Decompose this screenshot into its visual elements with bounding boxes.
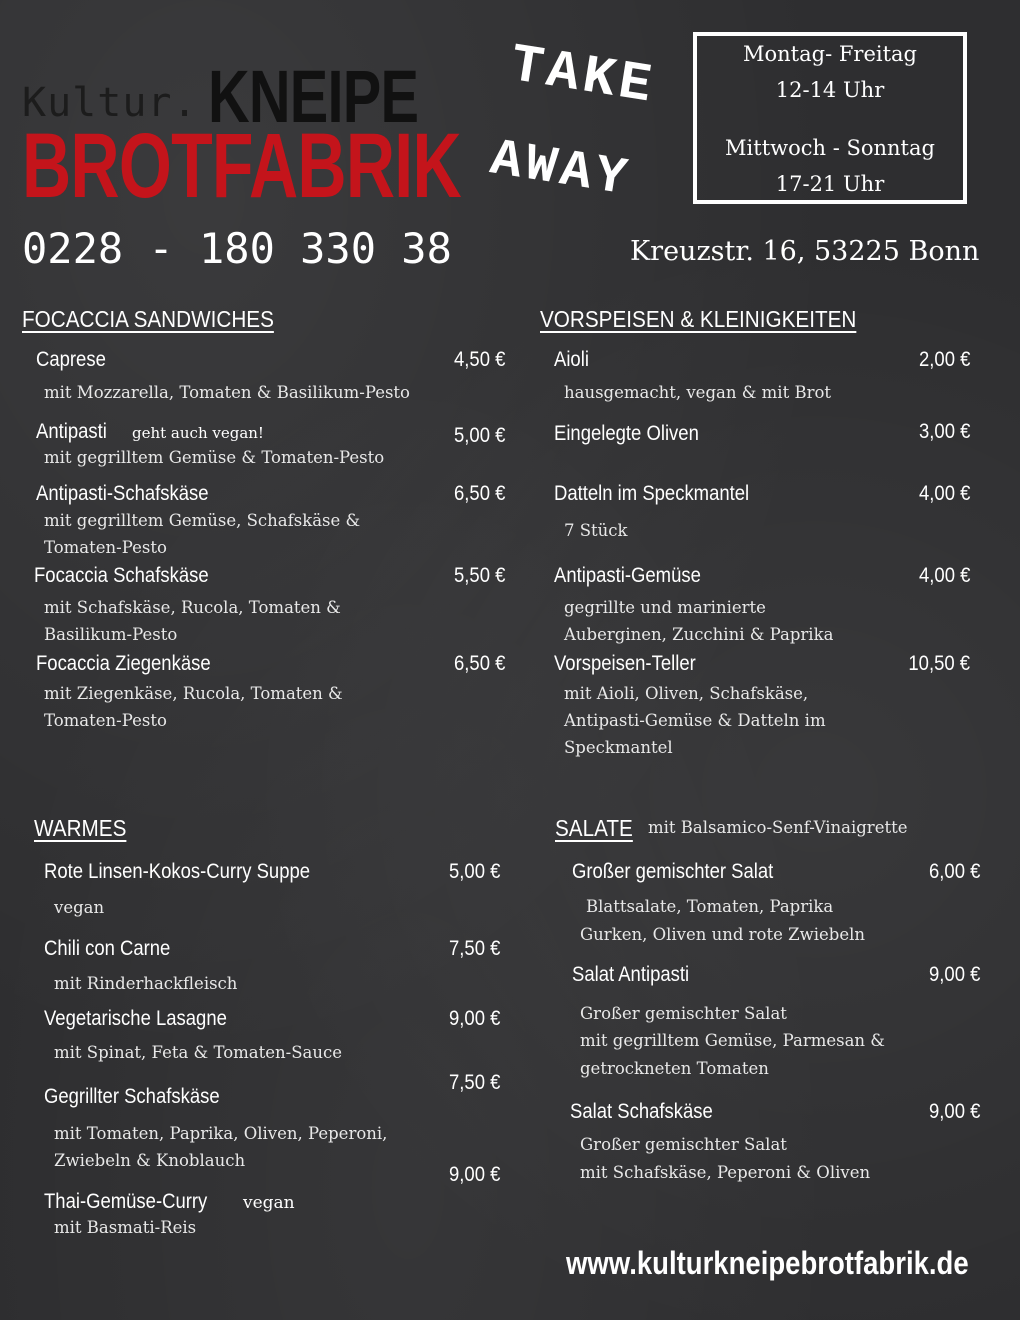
menu-item-description: vegan bbox=[54, 898, 105, 917]
menu-item-name: Thai-Gemüse-Curry bbox=[44, 1190, 208, 1213]
phone-number: 0228 - 180 330 38 bbox=[22, 224, 452, 273]
menu-item-description: Tomaten-Pesto bbox=[44, 711, 167, 730]
menu-item-price: 2,00 € bbox=[918, 348, 970, 371]
menu-item-description: getrockneten Tomaten bbox=[580, 1059, 769, 1078]
menu-item-description: 7 Stück bbox=[564, 521, 628, 540]
menu-item-price: 5,00 € bbox=[453, 424, 505, 447]
hours-weekdays: Montag- Freitag bbox=[743, 42, 917, 66]
menu-item-price: 9,00 € bbox=[928, 963, 980, 986]
menu-item-description: mit Aioli, Oliven, Schafskäse, bbox=[564, 684, 809, 703]
section-heading-focaccia: FOCACCIA SANDWICHES bbox=[22, 306, 274, 332]
menu-item-name: Focaccia Schafskäse bbox=[34, 564, 209, 587]
menu-item-price: 10,50 € bbox=[908, 652, 970, 675]
menu-item-price: 9,00 € bbox=[448, 1007, 500, 1030]
menu-item-price: 7,50 € bbox=[448, 937, 500, 960]
menu-item-description: mit Basmati-Reis bbox=[54, 1218, 197, 1237]
menu-item-name: Antipasti-Gemüse bbox=[554, 564, 701, 587]
menu-item-price: 6,50 € bbox=[453, 482, 505, 505]
hours-weekdays-time: 12-14 Uhr bbox=[775, 78, 885, 102]
menu-item-name: Großer gemischter Salat bbox=[572, 860, 774, 883]
menu-item-description: Antipasti-Gemüse & Datteln im bbox=[564, 711, 826, 730]
menu-item-description: Basilikum-Pesto bbox=[44, 625, 178, 644]
menu-item-name: Chili con Carne bbox=[44, 937, 171, 960]
menu-item-description: mit Spinat, Feta & Tomaten-Sauce bbox=[54, 1043, 342, 1062]
menu-item-description: gegrillte und marinierte bbox=[564, 598, 766, 617]
menu-item-note: geht auch vegan! bbox=[132, 424, 264, 442]
website-link[interactable]: www.kulturkneipebrotfabrik.de bbox=[566, 1245, 969, 1281]
menu-item-description: Auberginen, Zucchini & Paprika bbox=[564, 625, 834, 644]
menu-item-name: Antipasti bbox=[36, 420, 107, 443]
section-heading-warmes: WARMES bbox=[34, 815, 127, 841]
menu-item-description: mit Schafskäse, Rucola, Tomaten & bbox=[44, 598, 341, 617]
menu-item-price: 6,50 € bbox=[453, 652, 505, 675]
menu-item-name: Datteln im Speckmantel bbox=[554, 482, 750, 505]
menu-item-price: 4,50 € bbox=[453, 348, 505, 371]
logo-kneipe: KNEIPE bbox=[208, 55, 419, 138]
menu-item-description: mit gegrilltem Gemüse & Tomaten-Pesto bbox=[44, 448, 385, 467]
menu-item-description: hausgemacht, vegan & mit Brot bbox=[564, 383, 832, 402]
menu-item-name: Vegetarische Lasagne bbox=[44, 1007, 227, 1030]
logo-kultur: Kultur. bbox=[22, 80, 198, 126]
menu-item-description: mit Schafskäse, Peperoni & Oliven bbox=[580, 1163, 871, 1182]
section-heading-salate: SALATE bbox=[555, 815, 633, 841]
take-away-stamp-away: AWAY bbox=[486, 129, 635, 210]
menu-item-name: Focaccia Ziegenkäse bbox=[36, 652, 211, 675]
menu-item-name: Antipasti-Schafskäse bbox=[36, 482, 209, 505]
take-away-stamp-take: TAKE bbox=[506, 34, 660, 119]
menu-item-description: mit Mozzarella, Tomaten & Basilikum-Pesto bbox=[44, 383, 410, 402]
menu-item-price: 9,00 € bbox=[928, 1100, 980, 1123]
address: Kreuzstr. 16, 53225 Bonn bbox=[630, 236, 980, 267]
menu-item-name: Gegrillter Schafskäse bbox=[44, 1085, 220, 1108]
menu-item-description: Blattsalate, Tomaten, Paprika bbox=[586, 897, 834, 916]
menu-item-description: mit Rinderhackfleisch bbox=[54, 974, 238, 993]
salate-subheading: mit Balsamico-Senf-Vinaigrette bbox=[648, 818, 908, 837]
menu-item-note: vegan bbox=[243, 1193, 295, 1213]
menu-item-description: Großer gemischter Salat bbox=[580, 1135, 787, 1154]
hours-evening-days: Mittwoch - Sonntag bbox=[725, 136, 935, 160]
menu-item-description: mit gegrilltem Gemüse, Parmesan & bbox=[580, 1031, 885, 1050]
menu-item-price: 5,50 € bbox=[453, 564, 505, 587]
menu-item-name: Vorspeisen-Teller bbox=[554, 652, 696, 675]
menu-item-price: 3,00 € bbox=[918, 420, 970, 443]
menu-item-price: 6,00 € bbox=[928, 860, 980, 883]
hours-evening-time: 17-21 Uhr bbox=[775, 172, 885, 196]
menu-item-price: 7,50 € bbox=[448, 1071, 500, 1094]
menu-item-description: mit gegrilltem Gemüse, Schafskäse & bbox=[44, 511, 361, 530]
opening-hours-box bbox=[693, 32, 967, 204]
menu-item-price: 4,00 € bbox=[918, 564, 970, 587]
menu-item-name: Salat Schafskäse bbox=[570, 1100, 713, 1123]
menu-item-description: Zwiebeln & Knoblauch bbox=[54, 1151, 246, 1170]
logo-brotfabrik: BROTFABRIK bbox=[22, 115, 461, 217]
menu-item-price: 5,00 € bbox=[448, 860, 500, 883]
menu-item-name: Aioli bbox=[554, 348, 589, 371]
menu-item-price: 9,00 € bbox=[448, 1163, 500, 1186]
menu-item-description: mit Tomaten, Paprika, Oliven, Peperoni, bbox=[54, 1124, 388, 1143]
menu-item-name: Salat Antipasti bbox=[572, 963, 690, 986]
menu-item-description: mit Ziegenkäse, Rucola, Tomaten & bbox=[44, 684, 343, 703]
menu-item-name: Eingelegte Oliven bbox=[554, 422, 699, 445]
menu-item-description: Tomaten-Pesto bbox=[44, 538, 167, 557]
section-heading-vorspeisen: VORSPEISEN & KLEINIGKEITEN bbox=[540, 306, 857, 332]
menu-item-description: Speckmantel bbox=[564, 738, 673, 757]
menu-item-description: Gurken, Oliven und rote Zwiebeln bbox=[580, 925, 865, 944]
menu-item-price: 4,00 € bbox=[918, 482, 970, 505]
menu-item-name: Rote Linsen-Kokos-Curry Suppe bbox=[44, 860, 311, 883]
menu-item-name: Caprese bbox=[36, 348, 106, 371]
menu-item-description: Großer gemischter Salat bbox=[580, 1004, 787, 1023]
